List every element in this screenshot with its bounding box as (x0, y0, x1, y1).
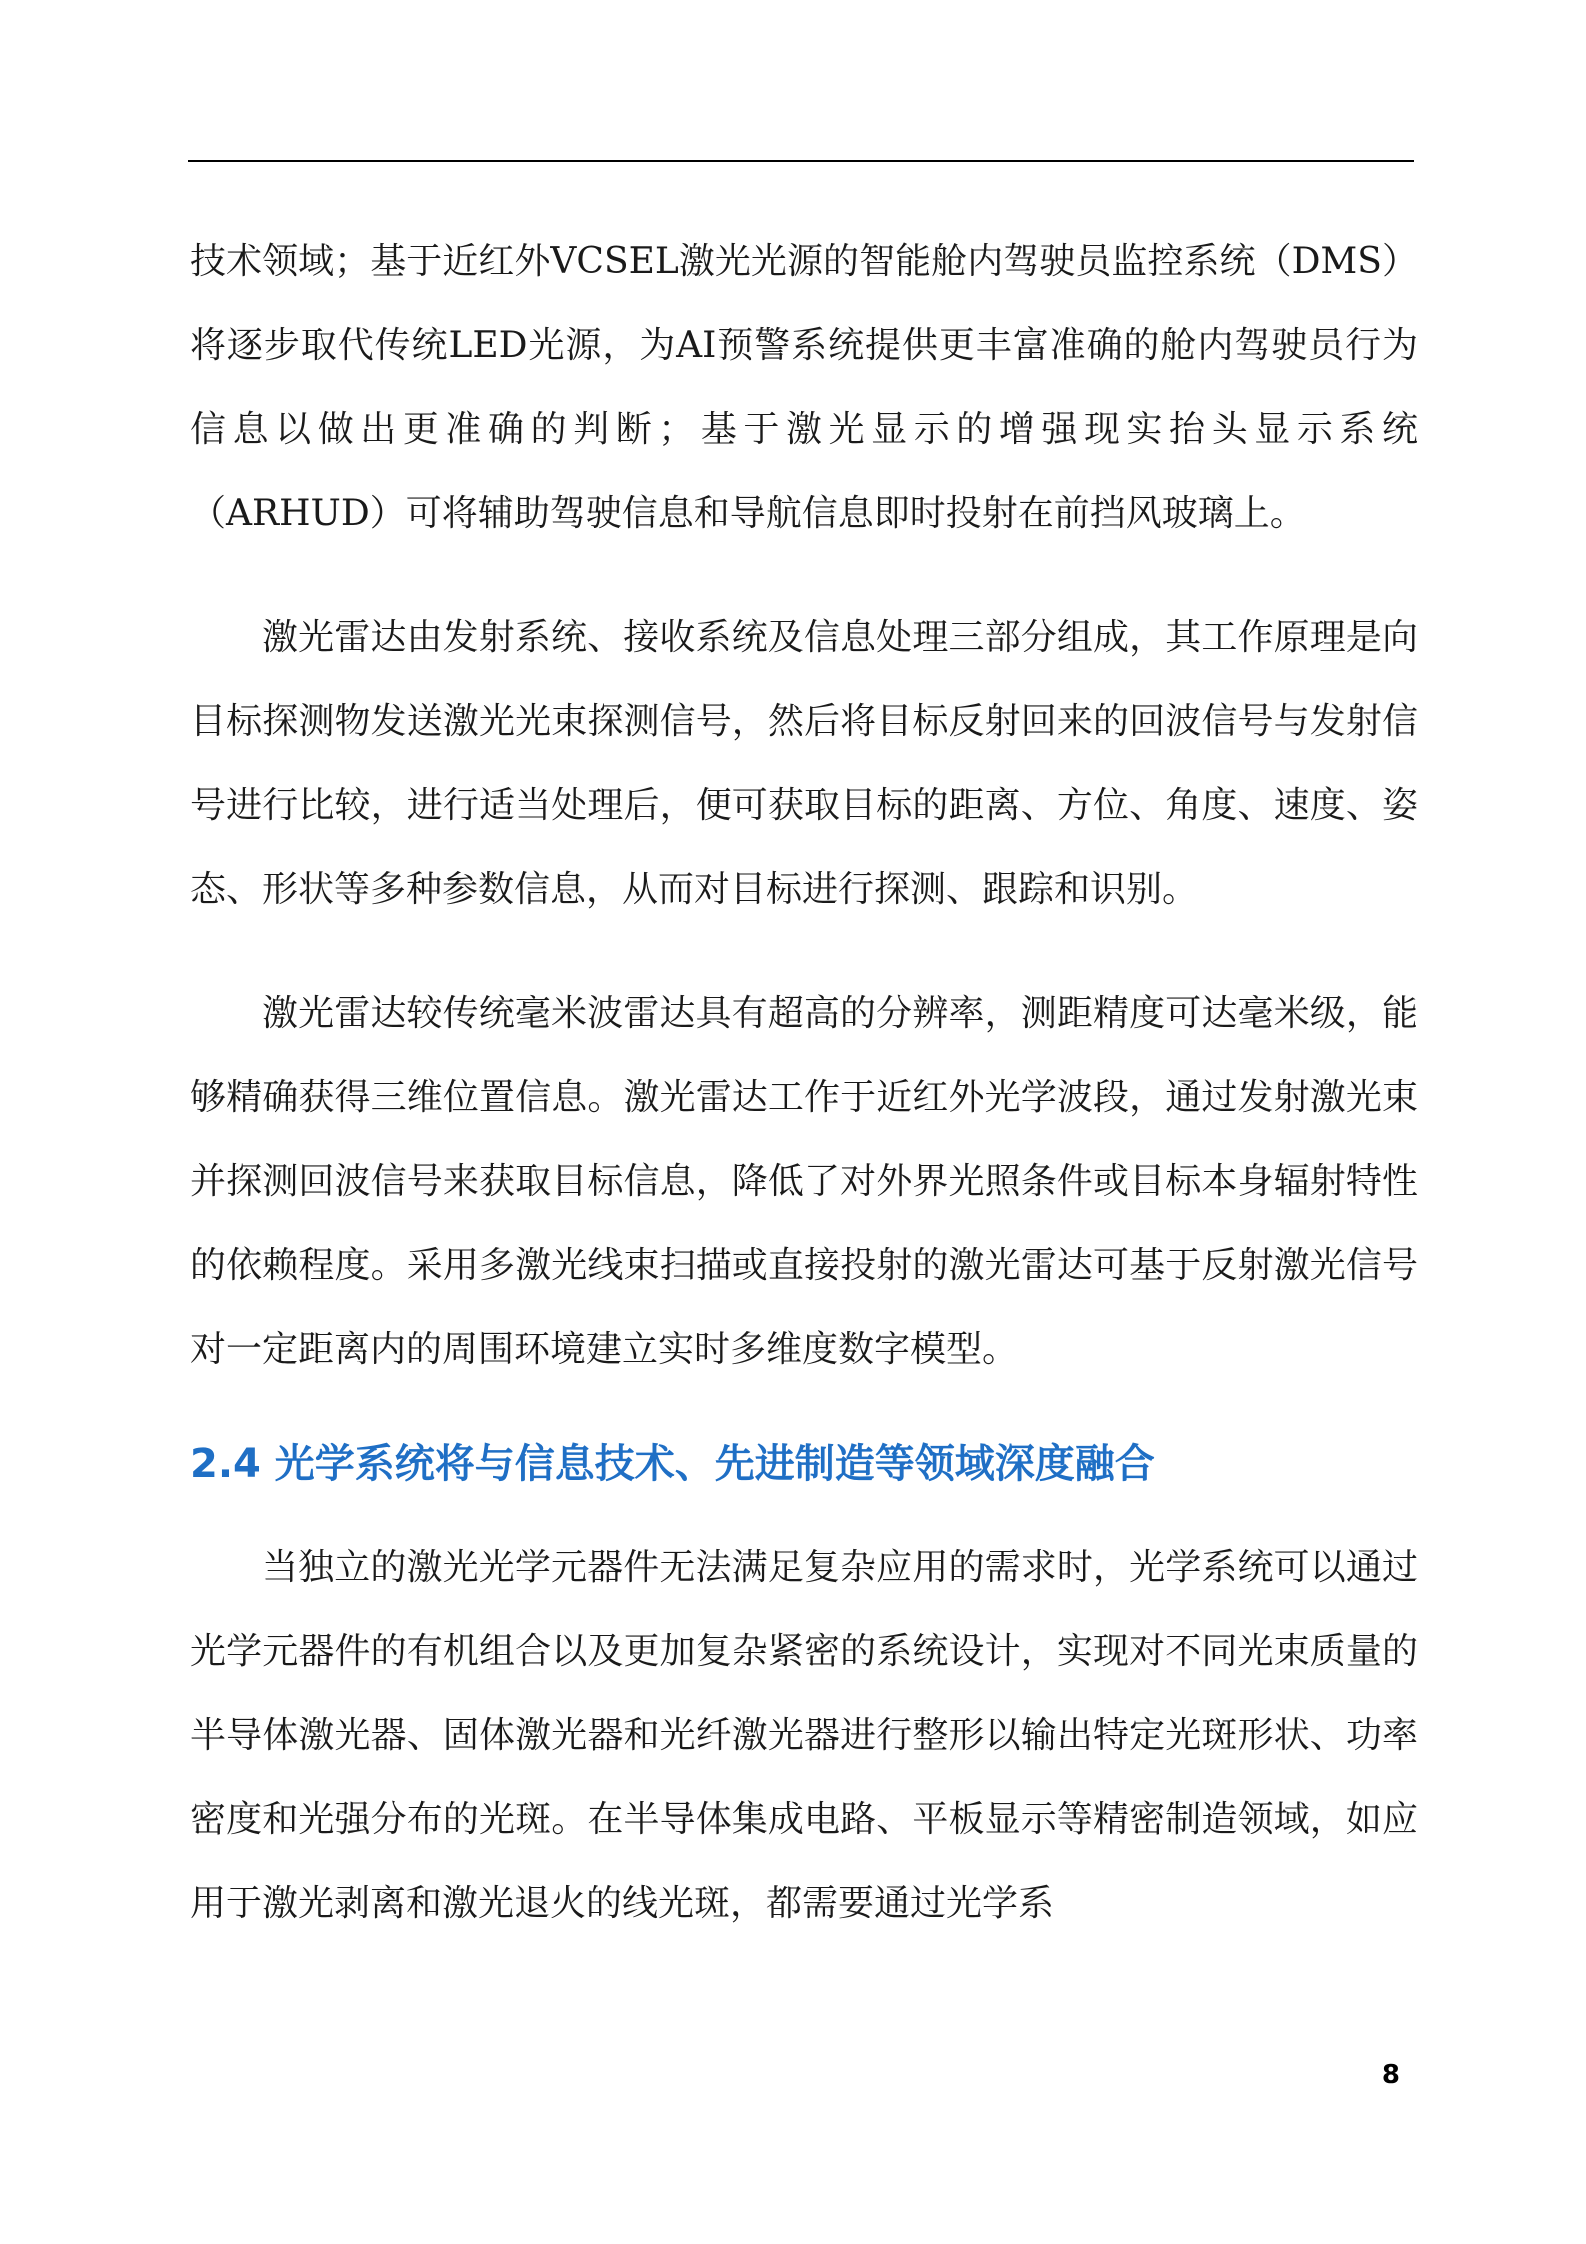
paragraph-lidar-structure: 激光雷达由发射系统、接收系统及信息处理三部分组成，其工作原理是向目标探测物发送激光光束探测信号，然后将目标反射回来的回波信号与发射信号进行比较，进行适当处理后，便可获取目标的距离、方位、角度、速度、姿态、形状等多种参数信息，从而对目标进行探测、跟踪和识别。 (190, 617, 1418, 910)
document-body (190, 220, 1418, 1946)
section-heading: 2.4 光学系统将与信息技术、先进制造等领域深度融合 (190, 1441, 1155, 1487)
page-number: 8 (1381, 2060, 1400, 2090)
paragraph-optical-systems: 当独立的激光光学元器件无法满足复杂应用的需求时，光学系统可以通过光学元器件的有机组合以及更加复杂紧密的系统设计，实现对不同光束质量的半导体激光器、固体激光器和光纤激光器进行整形以输出特定光斑形状、功率密度和光强分布的光斑。在半导体集成电路、平板显示等精密制造领域，如应用于激光剥离和激光退火的线光斑，都需要通过光学系 (190, 1547, 1418, 1924)
paragraph-continued: 技术领域；基于近红外VCSEL激光光源的智能舱内驾驶员监控系统（DMS）将逐步取代传统LED光源，为AI预警系统提供更丰富准确的舱内驾驶员行为信息以做出更准确的判断；基于激光显示的增强现实抬头显示系统（ARHUD）可将辅助驾驶信息和导航信息即时投射在前挡风玻璃上。 (190, 241, 1418, 534)
paragraph-lidar-resolution: 激光雷达较传统毫米波雷达具有超高的分辨率，测距精度可达毫米级，能够精确获得三维位置信息。激光雷达工作于近红外光学波段，通过发射激光束并探测回波信号来获取目标信息，降低了对外界光照条件或目标本身辐射特性的依赖程度。采用多激光线束扫描或直接投射的激光雷达可基于反射激光信号对一定距离内的周围环境建立实时多维度数字模型。 (190, 993, 1418, 1370)
header-rule (188, 160, 1414, 162)
